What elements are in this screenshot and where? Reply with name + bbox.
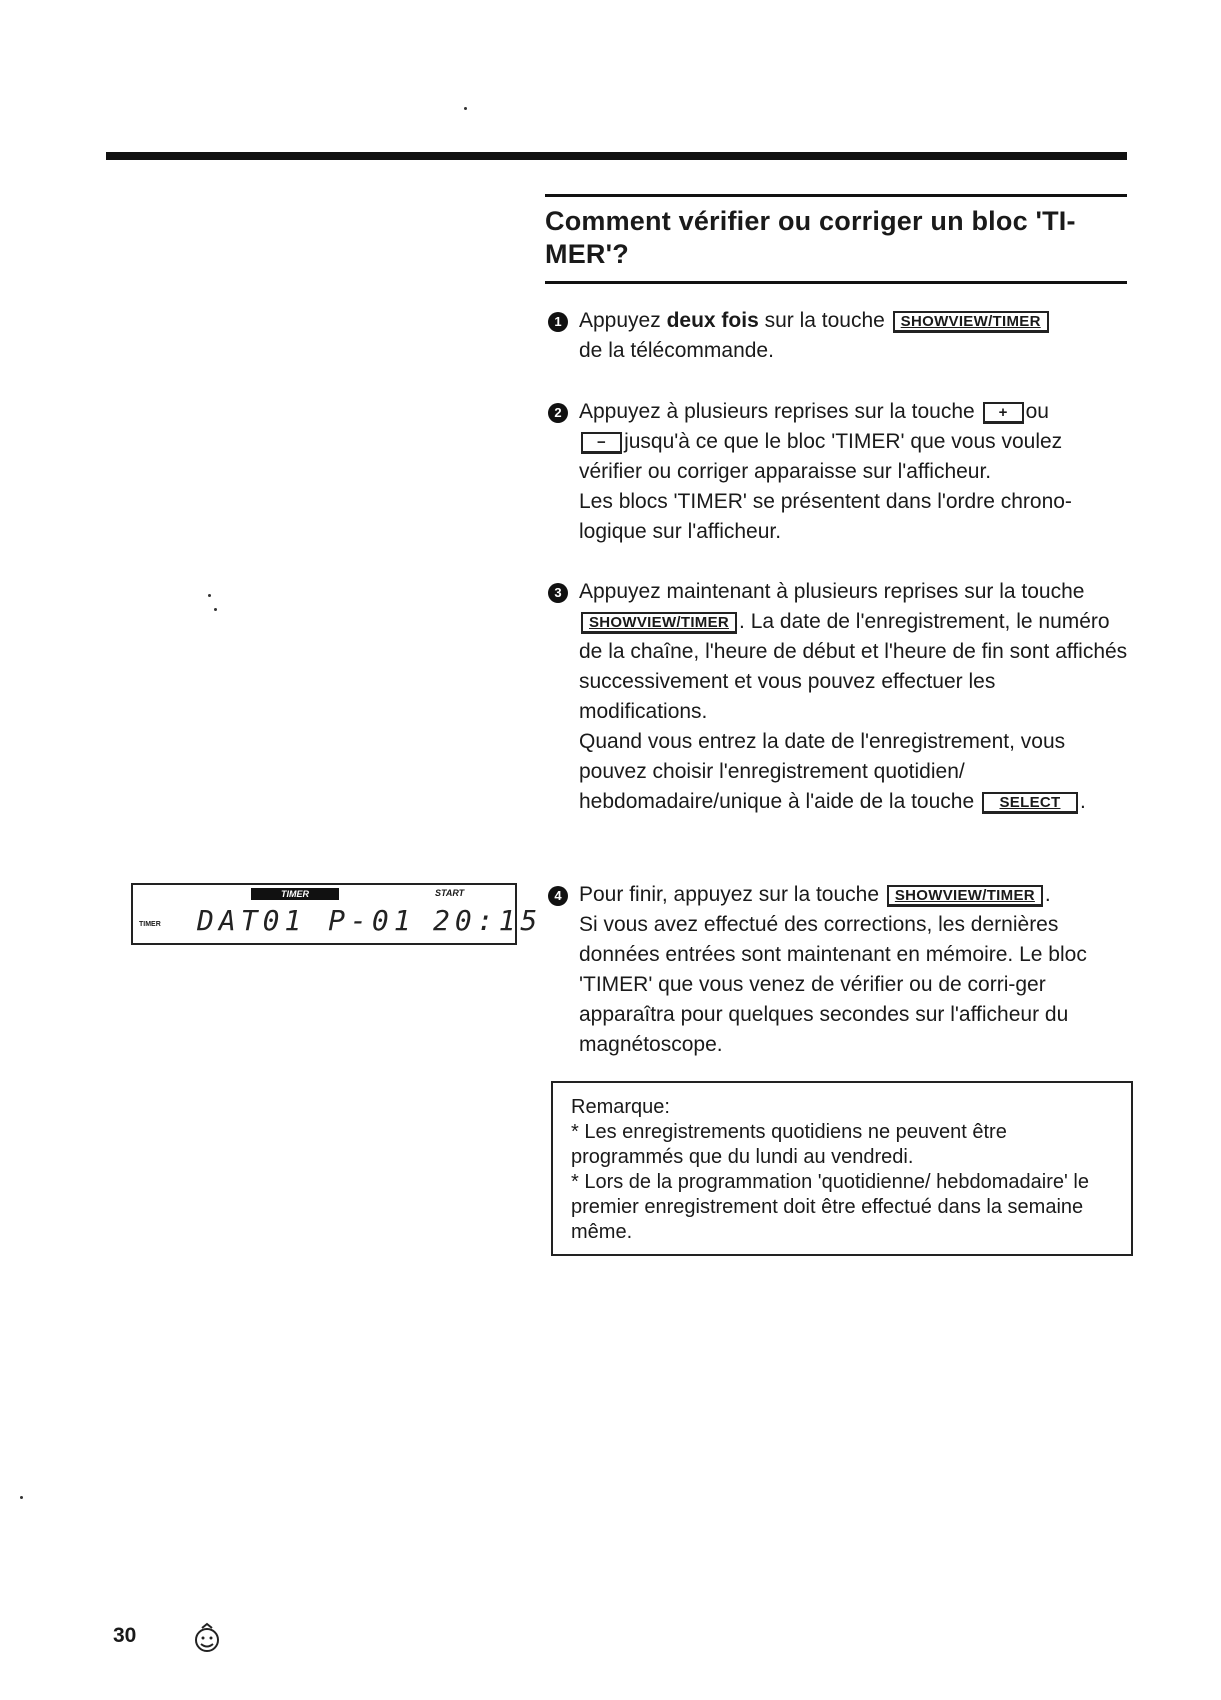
select-key: SELECT [982, 792, 1078, 814]
minus-key: − [581, 432, 622, 454]
scan-speck [464, 107, 467, 110]
step-4: 4 Pour finir, appuyez sur la touche SHOWVIEW/TIMER . Si vous avez effectué des corrections, les dernières données entrées sont maintenant en mémoire. Le bloc 'TIMER' que vous venez de vérifier ou de corri-ger apparaîtra pour quelques secondes sur l'afficheur du magnétoscope. [548, 880, 1128, 1060]
step-1-number: 1 [548, 312, 568, 332]
section-title [545, 194, 1127, 284]
recycle-logo-icon [190, 1622, 224, 1661]
step-1: 1 Appuyez deux fois sur la touche SHOWVIEW/TIMER de la télécommande. [548, 306, 1128, 366]
note-item: * Les enregistrements quotidiens ne peuvent être programmés que du lundi au vendredi. [571, 1121, 1007, 1168]
plus-key: + [983, 402, 1024, 424]
timer-badge: TIMER [251, 888, 339, 900]
step-2-number: 2 [548, 403, 568, 423]
page-number: 30 [113, 1624, 137, 1647]
step-3: 3 Appuyez maintenant à plusieurs reprises sur la touche SHOWVIEW/TIMER . La date de l'enregistrement, le numéro de la chaîne, l'heure de début et l'heure de fin sont affichés successivement et vous pouvez effectuer les modifications. Quand vous entrez la date de l'enregistrement, vous pouvez choisir l'enregistrement quotidien/ hebdomadaire/unique à l'aide de la touche SELECT . [548, 577, 1128, 817]
showview-timer-key: SHOWVIEW/TIMER [581, 612, 737, 634]
showview-timer-key: SHOWVIEW/TIMER [887, 885, 1043, 907]
vcr-display [131, 883, 543, 945]
step-2: 2 Appuyez à plusieurs reprises sur la touche + ou − jusqu'à ce que le bloc 'TIMER' que vous voulez vérifier ou corriger apparaisse sur l'afficheur. Les blocs 'TIMER' se présentent dans l'ordre chrono-logique sur l'afficheur. [548, 397, 1128, 547]
scan-speck [20, 1496, 23, 1499]
page-title: Comment vérifier ou corriger un bloc 'TI- MER'? [545, 206, 1076, 269]
scan-speck [208, 594, 211, 597]
showview-timer-key: SHOWVIEW/TIMER [893, 311, 1049, 333]
top-rule [106, 152, 1127, 160]
step-3-number: 3 [548, 583, 568, 603]
timer-indicator: TIMER [139, 921, 161, 928]
note-box [551, 1081, 1133, 1256]
note-heading: Remarque: [571, 1096, 670, 1118]
display-time: 20:15 [433, 904, 543, 937]
step-4-number: 4 [548, 886, 568, 906]
display-text: DAT01 P-01 [197, 904, 416, 937]
start-label: START [435, 888, 465, 898]
note-item: * Lors de la programmation 'quotidienne/ hebdomadaire' le premier enregistrement doit être effectué dans la semaine même. [571, 1171, 1089, 1243]
scan-speck [214, 608, 217, 611]
